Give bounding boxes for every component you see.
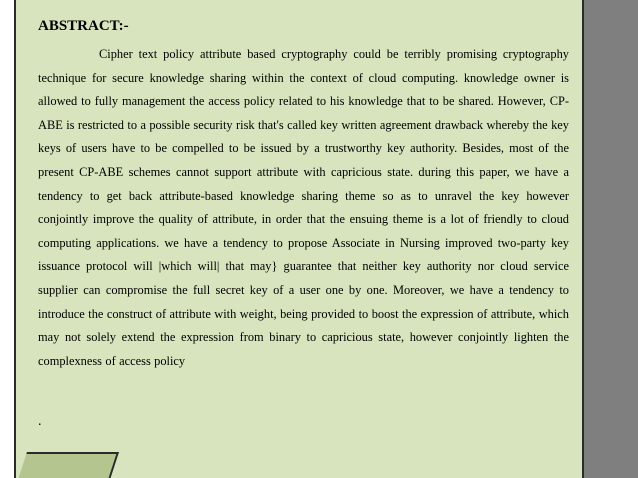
abstract-heading: ABSTRACT:- [38, 18, 129, 34]
trailing-mark: . [38, 414, 42, 429]
abstract-section [38, 16, 569, 373]
abstract-body: Cipher text policy attribute based cryptography could be terribly promising cryptography technique for secure knowledge sharing within the context of cloud computing. knowledge owner is allowed to fully management the access policy related to his knowledge that to be shared. However, CP-ABE is restricted to a possible security risk that's called key written agreement drawback whereby the key keys of users have to be compelled to be issued by a trustworthy key authority. Besides, most of the present CP-ABE schemes cannot support attribute with capricious state. during this paper, we have a tendency to get back attribute-based knowledge sharing theme so as to unravel the key however conjointly improve the quality of attribute, in order that the ensuing theme is a lot of friendly to cloud computing applications. we have a tendency to propose Associate in Nursing improved two-party key issuance protocol will |which will| that may} guarantee that neither key authority nor cloud service supplier can compromise the full secret key of a user one by one. Moreover, we have a tendency to introduce the construct of attribute with weight, being provided to boost the expression of attribute, which may not solely extend the expression from binary to capricious state, however conjointly lighten the complexness of access policy [38, 47, 569, 368]
folded-corner [14, 452, 119, 478]
